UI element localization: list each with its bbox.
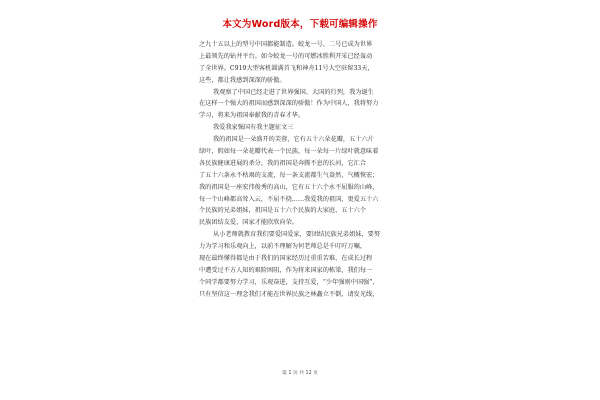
- text-line: 只有坚信这一理念我们才能在世界民族之林矗立不倒，请发光线，: [199, 290, 379, 298]
- text-line: 我的祖国是一朵盛开的芙蓉，它有五十六朵花瓣，五十六片: [213, 136, 374, 144]
- text-line: 我爱我家强国有我主题征文三: [213, 124, 294, 132]
- word-version-banner: 本文为Word版本，下载可编辑操作: [222, 19, 378, 30]
- text-line: 个同学都要努力学习，乐观奋进，支持互爱，“少年强则中国强”，: [199, 278, 379, 286]
- text-line: 每一个山峰都高耸入云，不屈不挠……我爱我的祖国，更爱五十六: [199, 195, 379, 203]
- document-body: [199, 39, 404, 301]
- text-line: 力为学习和乐观向上，以前不理解为何老师总是千叮咛万嘱，: [199, 243, 367, 251]
- page-number-footer: 第 1 页 共 12 页: [282, 371, 318, 376]
- text-line: 从小老师就教育我们要爱国爱家，要团结民族兄弟姐妹，要努: [213, 231, 381, 239]
- text-line: 在这样一个强大的祖国而感到深深的骄傲！作为中国人，我将努力: [199, 100, 379, 108]
- text-line: 中遭受过不方人知的艰险困阻，作为将来国家的栋梁，我们每一: [199, 266, 373, 274]
- text-line: 我的祖国是一座宏伟俊秀的高山，它有五十六个永不屈服的山峰，: [199, 183, 379, 191]
- text-line: 上最领先的钻井平台。如今蛟龙一号的可燃冰胜利开采已经轰动: [199, 52, 373, 60]
- text-line: 之九十五以上的型号中国都能制造。蛟龙一号、二号已成为世界: [199, 41, 373, 48]
- text-line: 了全世界。C919大型客机圆满首飞和神舟11号大空驻留33天，: [199, 64, 374, 72]
- text-line: 这些，都让我感到深深的骄傲。: [199, 76, 286, 84]
- text-line: 个民族的兄弟姐妹，祖国是五十六个民族的大家庭，五十六个: [199, 207, 367, 215]
- text-line: 了五十六条永不枯竭的支流，每一条支流都生气盎然，气概恢宏；: [199, 171, 379, 179]
- text-line: 我观察了中国已经走进了世界强国、大国的行列，我为诞生: [213, 88, 374, 96]
- text-line: 现在最终懂得都是由于我们的国家经历过重重苦难，在成长过程: [199, 255, 373, 263]
- text-line: 绿叶，假如每一朵花瓣代表一个民族，每一朵每一片绿叶就意味着: [199, 148, 379, 156]
- text-line: 各民族健康进展的杀分，我的祖国是奔腾不息的长河，它汇合: [199, 159, 367, 167]
- text-line: 学习，将来为祖国奉献我的青春才华。: [199, 112, 305, 120]
- text-line: 民族团结友爱，国家才能欣欣向荣。: [199, 219, 298, 227]
